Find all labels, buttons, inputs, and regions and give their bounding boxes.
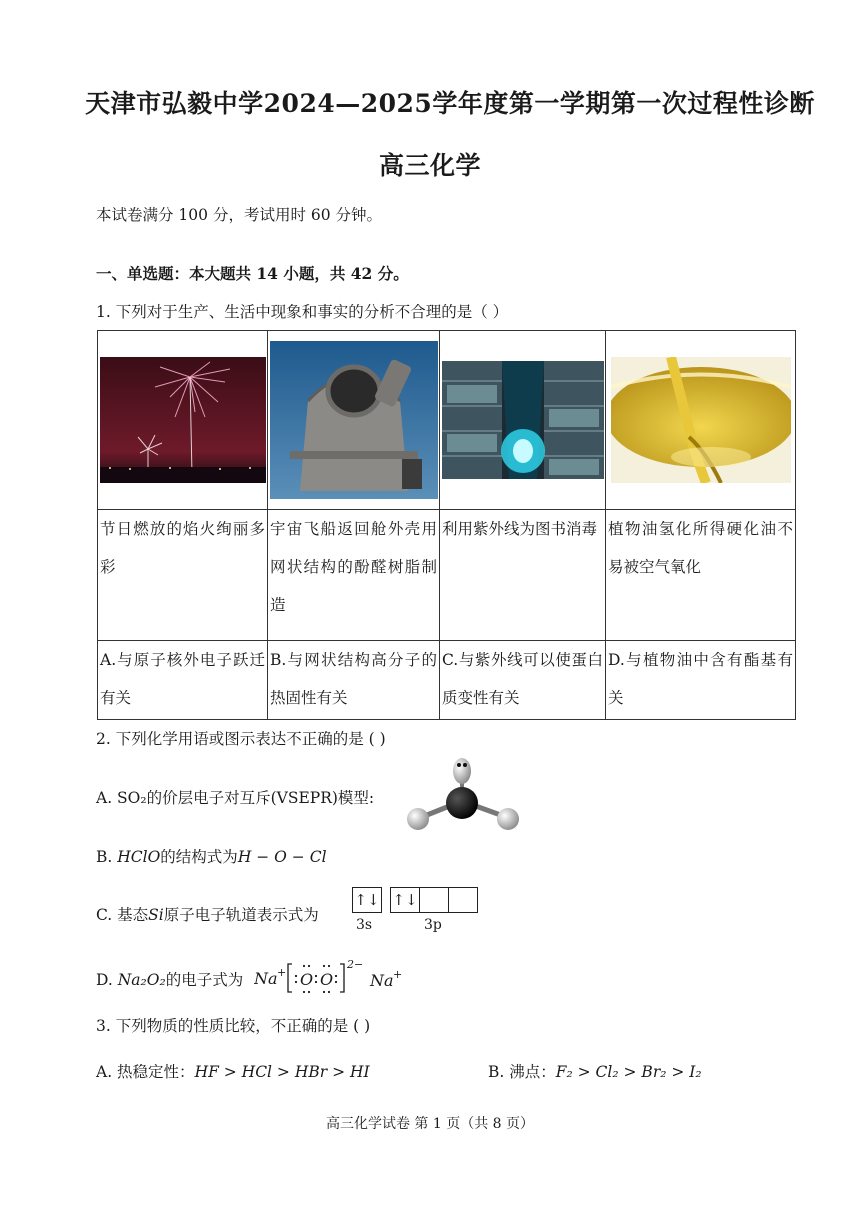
- q1-option-b[interactable]: B.与网状结构高分子的热固性有关: [268, 641, 440, 720]
- hclo-structure: H − O − Cl: [237, 848, 327, 866]
- q3-option-b[interactable]: [488, 1060, 702, 1082]
- q1-image-cell-a: [98, 331, 268, 510]
- q3-a-expression: HF > HCl > HBr > HI: [194, 1063, 370, 1081]
- q1-desc-b: 宇宙飞船返回舱外壳用网状结构的酚醛树脂制造: [268, 510, 440, 641]
- q2-d-mid: 的电子式为: [165, 971, 244, 989]
- q3-a-label: A. 热稳定性：: [96, 1063, 195, 1081]
- spacecraft-capsule-photo: [270, 341, 438, 499]
- q1-stem: 1. 下列对于生产、生活中现象和事实的分析不合理的是（ ）: [96, 303, 509, 321]
- fireworks-photo: [100, 357, 266, 483]
- q2-stem: 2. 下列化学用语或图示表达不正确的是 ( ): [96, 730, 386, 748]
- q3-stem: 3. 下列物质的性质比较，不正确的是 ( ): [96, 1017, 371, 1035]
- orbital-3s-box: ↑↓: [352, 887, 382, 913]
- hclo-formula: HClO: [117, 848, 161, 866]
- orbital-3p-box-2: [420, 887, 449, 913]
- q1-option-c[interactable]: C.与紫外线可以使蛋白质变性有关: [440, 641, 606, 720]
- q2-option-c[interactable]: [96, 903, 319, 925]
- q3-b-expression: F₂ > Cl₂ > Br₂ > I₂: [555, 1063, 702, 1081]
- q1-image-cell-c: [440, 331, 606, 510]
- exam-subtitle: 高三化学: [378, 151, 481, 180]
- svg-text:Na: Na: [370, 971, 394, 990]
- na2o2-formula: Na₂O₂: [117, 971, 166, 989]
- q1-desc-c: 利用紫外线为图书消毒: [440, 510, 606, 641]
- q1-option-a[interactable]: A.与原子核外电子跃迁有关: [98, 641, 268, 720]
- vegetable-oil-photo: [611, 357, 791, 483]
- section-heading: 一、单选题：本大题共 14 小题，共 42 分。: [96, 264, 409, 283]
- page-footer: 高三化学试卷 第 1 页（共 8 页）: [325, 1116, 535, 1132]
- q2-option-a[interactable]: A. SO₂的价层电子对互斥(VSEPR)模型:: [96, 789, 375, 807]
- q1-image-cell-b: [268, 331, 440, 510]
- orbital-diagram: [352, 887, 478, 913]
- orbital-3p-box-1: ↑↓: [390, 887, 420, 913]
- q2-d-prefix: D.: [96, 971, 118, 989]
- orbital-3p-box-3: [449, 887, 478, 913]
- svg-text:+: +: [393, 968, 403, 981]
- orbital-3p-label: 3p: [424, 917, 442, 933]
- na2o2-electron-formula: [254, 956, 414, 998]
- q2-option-b[interactable]: [96, 845, 327, 867]
- vsepr-model-figure: [400, 755, 524, 839]
- q3-b-label: B. 沸点：: [488, 1063, 556, 1081]
- q2-c-prefix: C. 基态: [96, 906, 149, 924]
- q1-table: [97, 330, 796, 720]
- q1-option-d[interactable]: D.与植物油中含有酯基有关: [606, 641, 796, 720]
- svg-text:2−: 2−: [347, 958, 364, 971]
- orbital-3p-group: [390, 887, 478, 913]
- q2-b-prefix: B.: [96, 848, 118, 866]
- exam-intro: 本试卷满分 100 分，考试用时 60 分钟。: [96, 206, 383, 224]
- svg-text:O: O: [300, 970, 314, 989]
- q2-c-suffix: 原子电子轨道表示式为: [163, 906, 319, 924]
- svg-text:Na: Na: [254, 969, 278, 988]
- si-symbol: Si: [148, 906, 164, 924]
- q1-image-cell-d: [606, 331, 796, 510]
- q3-option-a[interactable]: [96, 1060, 370, 1082]
- svg-text:+: +: [277, 966, 287, 979]
- q1-desc-a: 节日燃放的焰火绚丽多彩: [98, 510, 268, 641]
- exam-title: 天津市弘毅中学2024—2025学年度第一学期第一次过程性诊断: [85, 89, 815, 118]
- svg-text:O: O: [320, 970, 334, 989]
- orbital-3s-label: 3s: [356, 917, 373, 933]
- q2-option-d[interactable]: [96, 968, 243, 990]
- q2-b-mid: 的结构式为: [160, 848, 238, 866]
- library-uv-photo: [442, 361, 604, 479]
- q1-desc-d: 植物油氢化所得硬化油不易被空气氧化: [606, 510, 796, 641]
